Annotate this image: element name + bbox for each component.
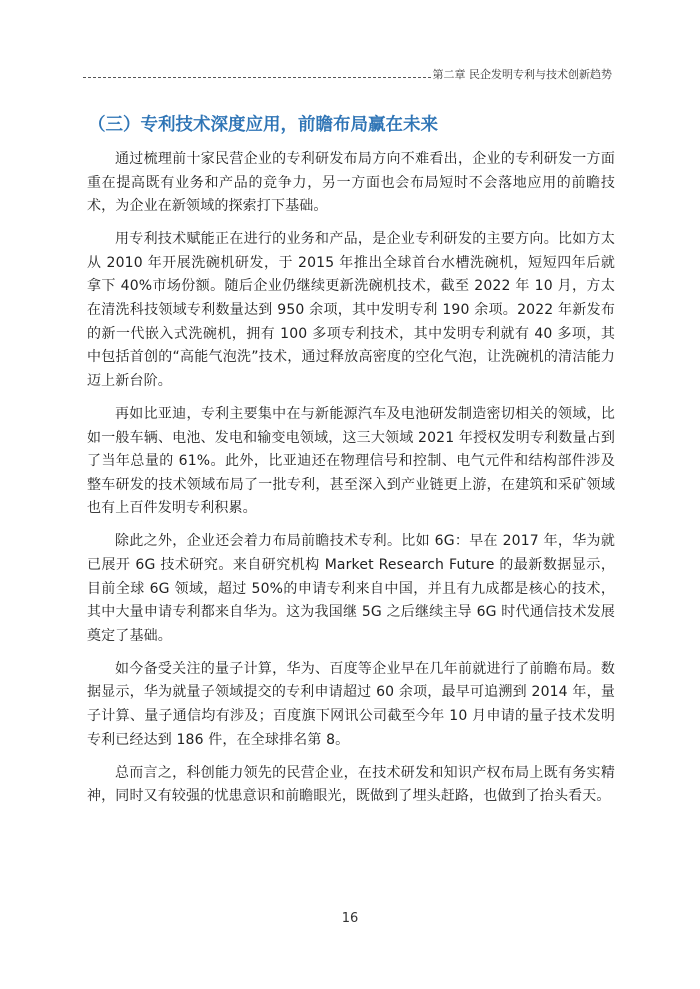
paragraph: 如今备受关注的量子计算，华为、百度等企业早在几年前就进行了前瞻布局。数据显示，华为就量子领域提交的专利申请超过 60 余项，最早可追溯到 2014 年，量子计算、量子通信均有涉及；百度旗下网讯公司截至今年 10 月申请的量子技术发明专利已经达到 186 件，在全球排名第 8。 <box>87 660 615 748</box>
paragraph: 总而言之，科创能力领先的民营企业，在技术研发和知识产权布局上既有务实精神，同时又有较强的忧患意识和前瞻眼光，既做到了埋头赶路，也做到了抬头看天。 <box>87 764 615 805</box>
page-number: 16 <box>341 911 359 926</box>
document-body <box>87 148 615 818</box>
chapter-title: 第二章 民企发明专利与技术创新趋势 <box>432 68 612 81</box>
paragraph: 用专利技术赋能正在进行的业务和产品，是企业专利研发的主要方向。比如方太从 2010 年开展洗碗机研发，于 2015 年推出全球首台水槽洗碗机，短短四年后就拿下 40%市场份额。随后企业仍继续更新洗碗机技术，截至 2022 年 10 月，方太在清洗科技领域专利数量达到 950 余项，其中发明专利 190 余项。2022 年新发布的新一代嵌入式洗碗机，拥有 100 多项专利技术，其中发明专利就有 40 多项，其中包括首创的“高能气泡洗”技术，通过释放高密度的空化气泡，让洗碗机的清洁能力迈上新台阶。 <box>87 231 615 389</box>
paragraph: 通过梳理前十家民营企业的专利研发布局方向不难看出，企业的专利研发一方面重在提高既有业务和产品的竞争力，另一方面也会布局短时不会落地应用的前瞻技术，为企业在新领域的探索打下基础。 <box>87 151 615 215</box>
page-header <box>83 66 612 82</box>
section-heading: （三）专利技术深度应用，前瞻布局赢在未来 <box>88 115 438 135</box>
paragraph: 再如比亚迪，专利主要集中在与新能源汽车及电池研发制造密切相关的领域，比如一般车辆、电池、发电和输变电领域，这三大领域 2021 年授权发明专利数量占到了当年总量的 61%。此外，比亚迪还在物理信号和控制、电气元件和结构部件涉及整车研发的技术领域布局了一批专利，甚至深入到产业链更上游，在建筑和采矿领域也有上百件发明专利积累。 <box>87 405 615 517</box>
paragraph: 除此之外，企业还会着力布局前瞻技术专利。比如 6G：早在 2017 年，华为就已展开 6G 技术研究。来自研究机构 Market Research Future 的最新数据显示，目前全球 6G 领域，超过 50%的申请专利来自中国，并且有九成都是核心的技术，其中大量申请专利都来自华为。这为我国继 5G 之后继续主导 6G 时代通信技术发展奠定了基础。 <box>87 533 615 644</box>
header-dashed-rule <box>83 77 431 78</box>
